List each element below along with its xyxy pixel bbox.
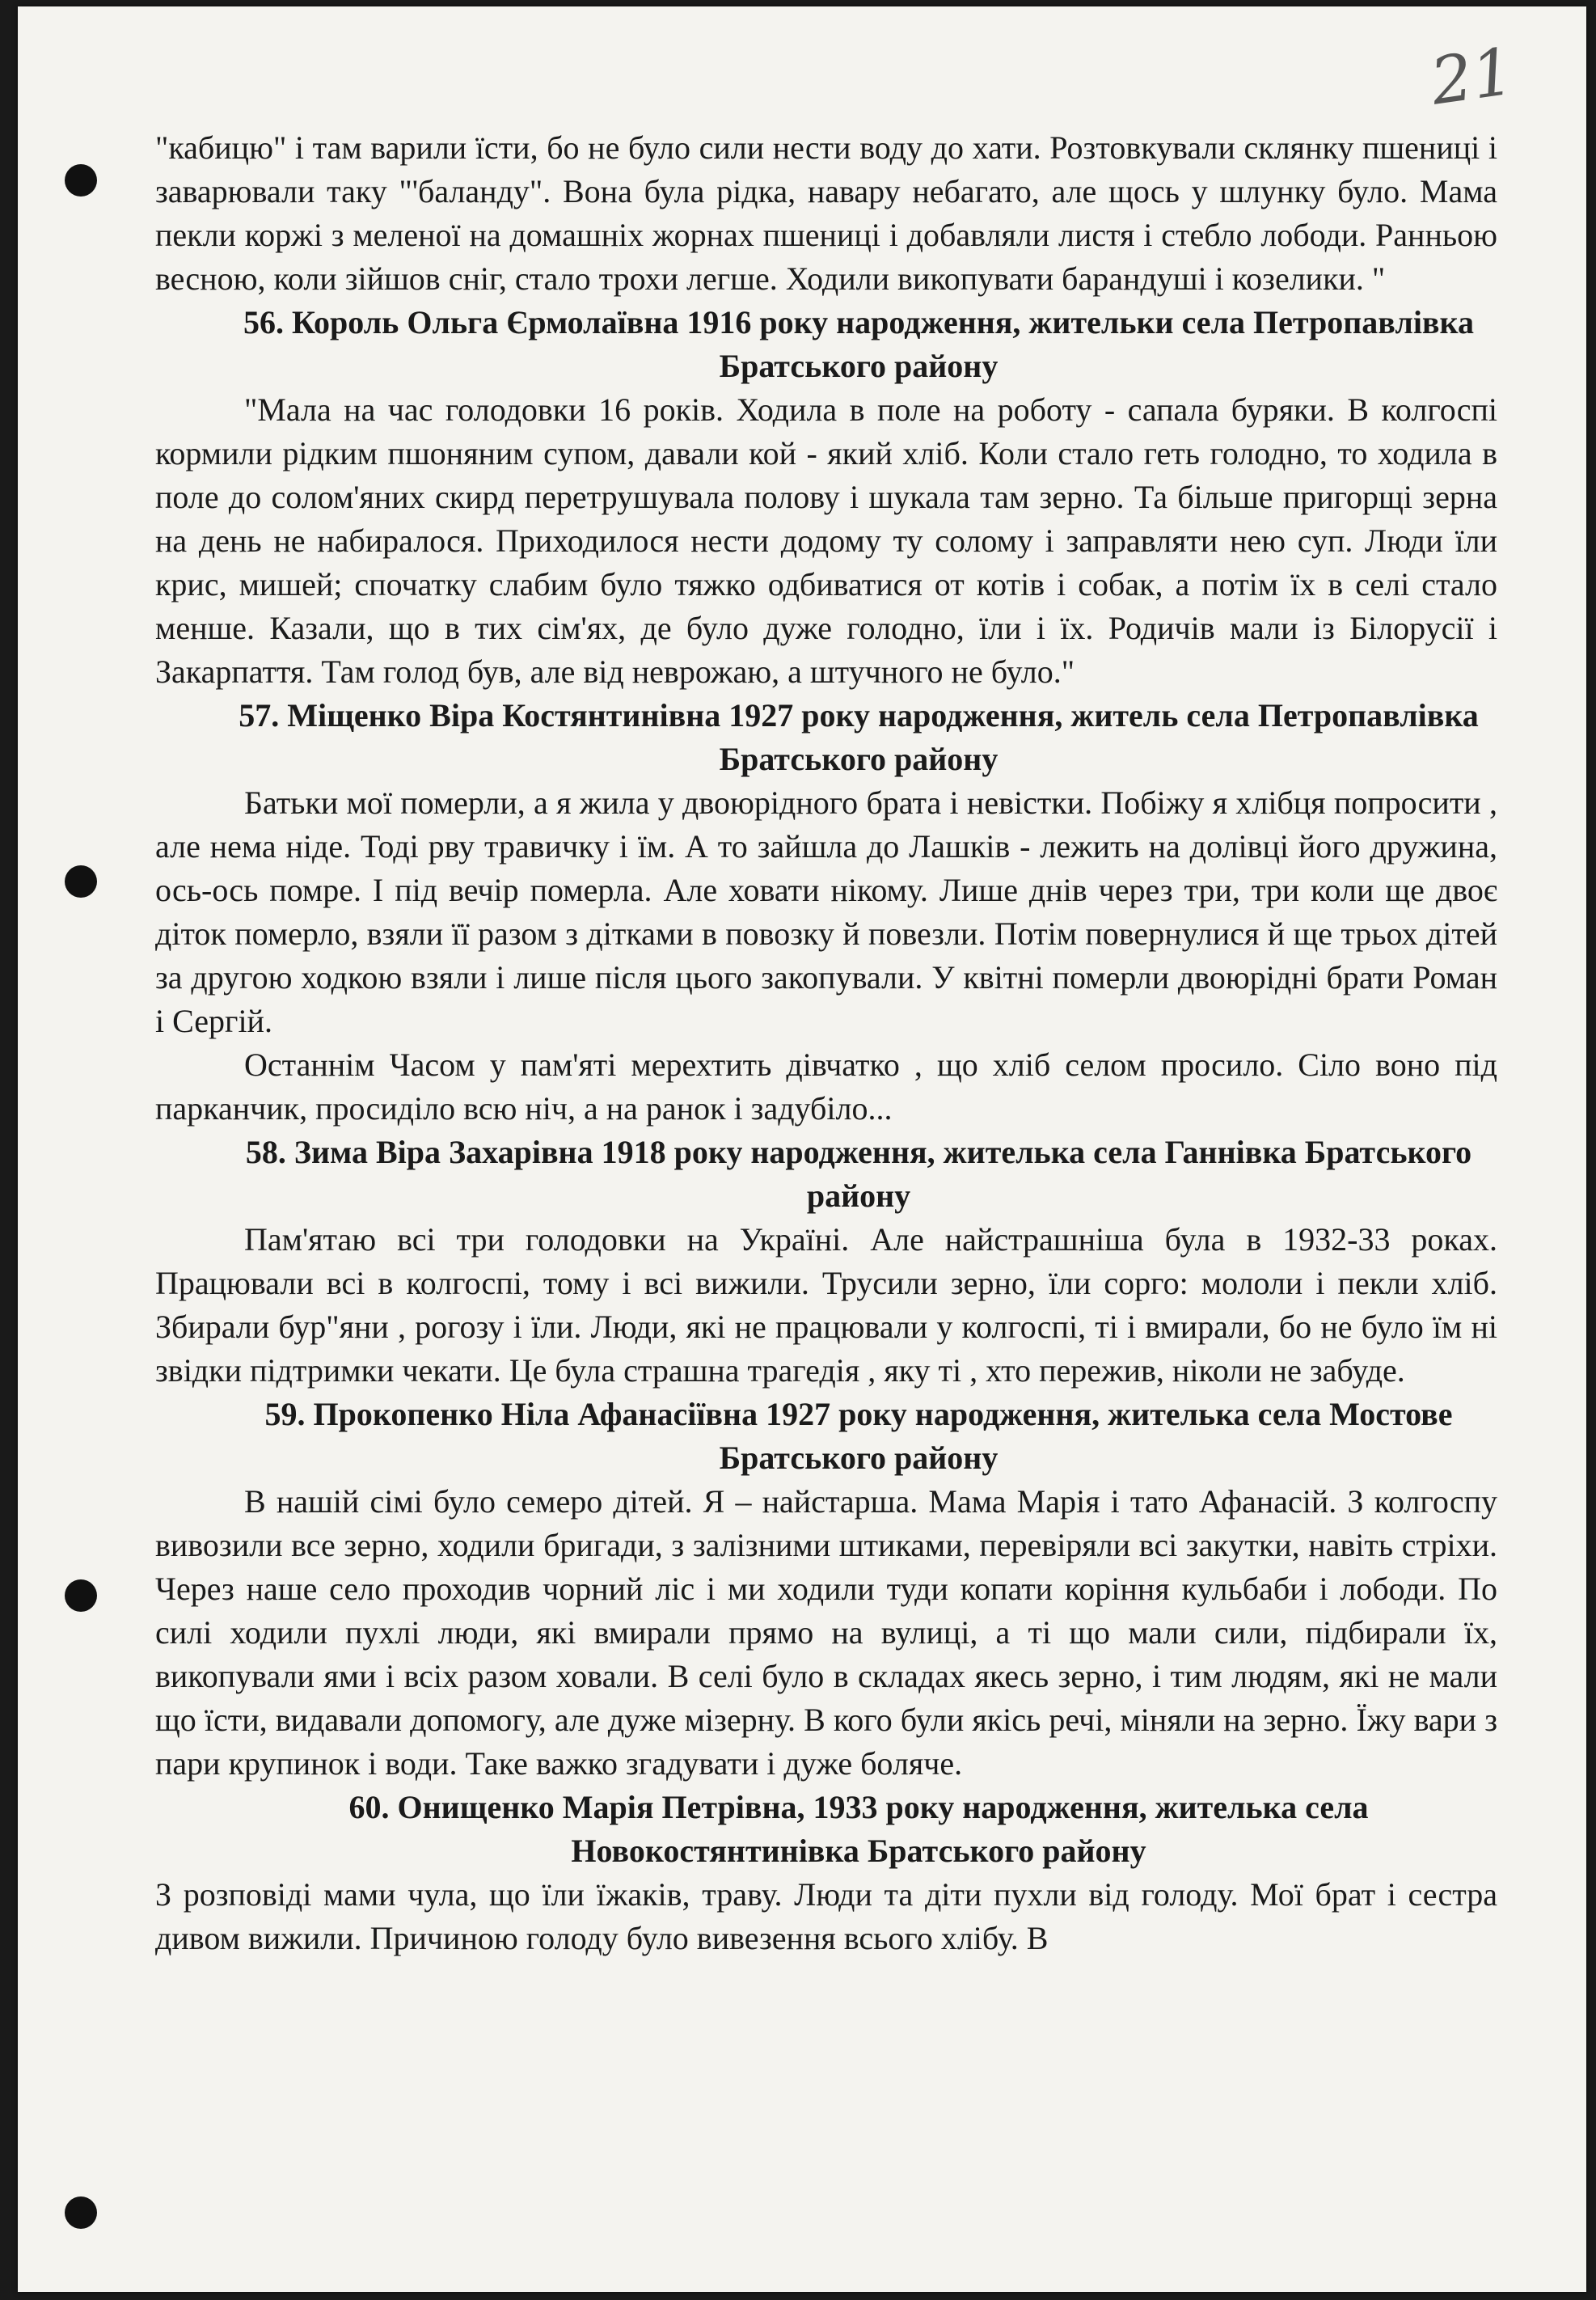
body-paragraph: "кабицю" і там варили їсти, бо не було сили нести воду до хати. Розтовкували склянку пшениці і заварювали таку "'баланду". Вона була рідка, навару небагато, але щось у шлунку було. Мама пекли коржі з меленої на домашніх жорнах пшениці і добавляли листя і стебло лободи. Ранньою весною, коли зійшов сніг, стало трохи легше. Ходили викопувати барандуші і козелики. " (155, 129, 1497, 297)
document-page (18, 6, 1586, 2292)
body-paragraph: З розповіді мами чула, що їли їжаків, траву. Люди та діти пухли від голоду. Мої брат і сестра дивом вижили. Причиною голоду було вивезення всього хлібу. В (155, 1876, 1497, 1956)
body-paragraph: Батьки мої померли, а я жила у двоюрідного брата і невістки. Побіжу я хлібця попросити , але нема ніде. Тоді рву травичку і їм. А то зайшла до Лашків - лежить на долівці його дружина, ось-ось помре. І під вечір померла. Але ховати нікому. Лише днів через три, три коли ще двоє діток померло, взяли її разом з дітками в повозку й повезли. Потім повернулися й ще трьох дітей за другою ходкою взяли і лише після цього закопували. У квітні померли двоюрідні брати Роман і Сергій. (155, 784, 1497, 1039)
body-paragraph: В нашій сімі було семеро дітей. Я – найстарша. Мама Марія і тато Афанасій. З колгоспу вивозили все зерно, ходили бригади, з залізними штиками, перевіряли всі закутки, навіть стріхи. Через наше село проходив чорний ліс і ми ходили туди копати коріння кульбаби і лободи. По силі ходили пухлі люди, які вмирали прямо на вулиці, а ті що мали сили, підбирали їх, викопували ями і всіх разом ховали. В селі було в складах якесь зерно, і тим людям, які не мали що їсти, видавали допомогу, але дуже мізерну. В кого були якісь речі, міняли на зерно. Їжу вари з пари крупинок і води. Таке важко згадувати і дуже боляче. (155, 1483, 1497, 1782)
body-paragraph: "Мала на час голодовки 16 років. Ходила в поле на роботу - сапала буряки. В колгоспі кормили рідким пшоняним супом, давали кой - який хліб. Коли стало геть голодно, то ходила в поле до солом'яних скирд перетрушувала полову і шукала там зерно. Та більше пригорщі зерна на день не набиралося. Приходилося нести додому ту солому і заправляти нею суп. Люди їли крис, мишей; спочатку слабим було тяжко одбиватися от котів і собак, а потім їх в селі стало менше. Казали, що в тих сім'ях, де було дуже голодно, їли і їх. Родичів мали із Білорусії і Закарпаття. Там голод був, але від неврожаю, а штучного не було." (155, 391, 1497, 690)
punch-hole (65, 164, 97, 197)
section-heading-58: 58. Зима Віра Захарівна 1918 року народження, жителька села Ганнівка Братського району (245, 1134, 1472, 1214)
section-heading-60: 60. Онищенко Марія Петрівна, 1933 року народження, жителька села Новокостянтинівка Братського району (348, 1789, 1369, 1869)
section-heading-56: 56. Король Ольга Єрмолаївна 1916 року народження, жительки села Петропавлівка Братського району (243, 304, 1474, 384)
section-heading-59: 59. Прокопенко Ніла Афанасіївна 1927 року народження, жителька села Мостове Братського району (264, 1396, 1453, 1476)
punch-hole (65, 1579, 97, 1612)
document-body (155, 126, 1497, 1960)
punch-hole (65, 865, 97, 898)
section-heading-57: 57. Міщенко Віра Костянтинівна 1927 року народження, житель села Петропавлівка Братського району (239, 697, 1479, 777)
punch-hole (65, 2196, 97, 2229)
body-paragraph: Останнім Часом у пам'яті мерехтить дівчатко , що хліб селом просило. Сіло воно під парканчик, просиділо всю ніч, а на ранок і задубіло... (155, 1046, 1497, 1127)
body-paragraph: Пам'ятаю всі три голодовки на Україні. Але найстрашніша була в 1932-33 роках. Працювали всі в колгоспі, тому і всі вижили. Трусили зерно, їли сорго: мололи і пекли хліб. Збирали бур"яни , рогозу і їли. Люди, які не працювали у колгоспі, ті і вмирали, бо не було їм ні звідки підтримки чекати. Це була страшна трагедія , яку ті , хто пережив, ніколи не забуде. (155, 1221, 1497, 1389)
page-number: 21 (1426, 33, 1518, 120)
